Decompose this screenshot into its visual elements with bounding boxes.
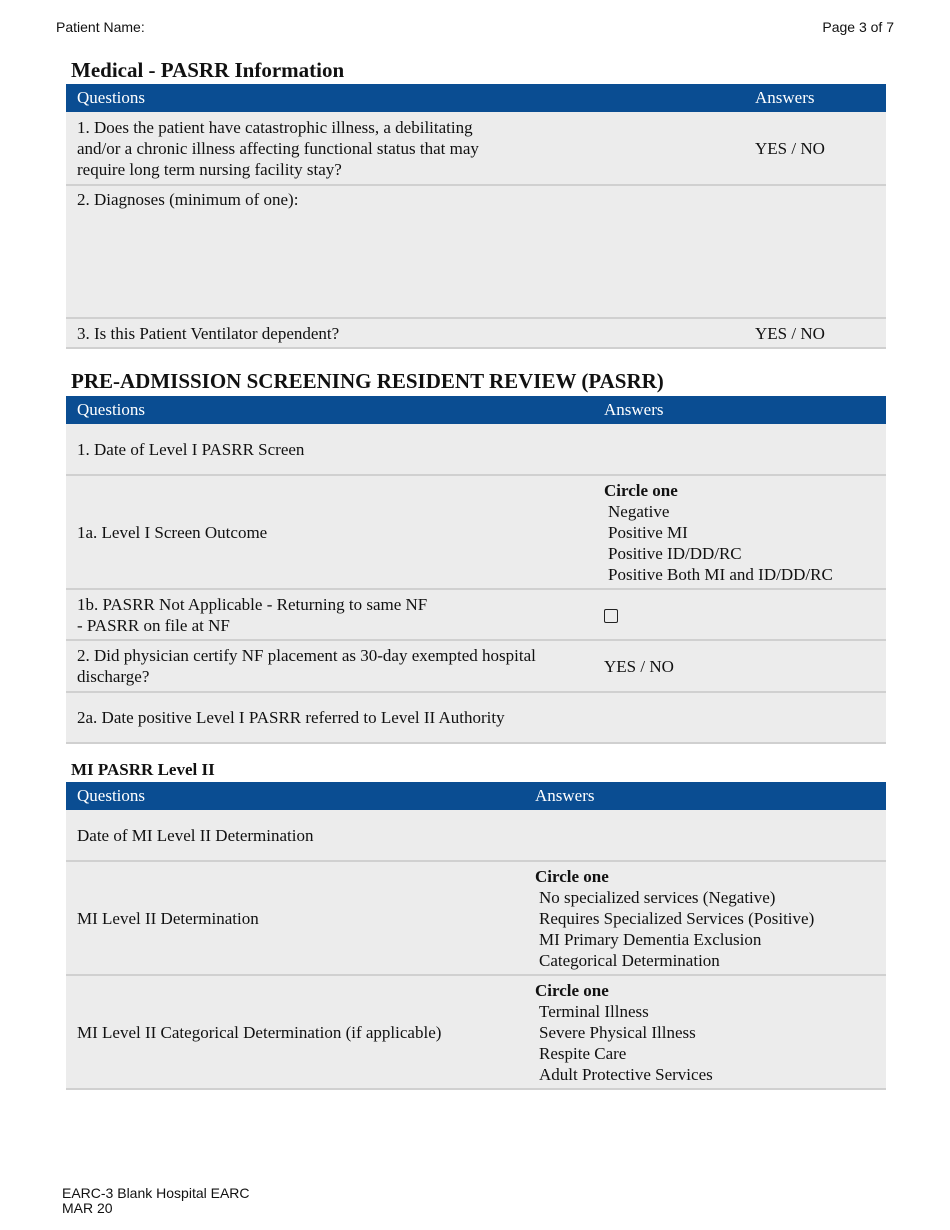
option-positive-mi[interactable]: Positive MI (608, 522, 688, 542)
col-questions: Questions (66, 782, 524, 810)
answer-cell (593, 589, 886, 640)
answer-yes-no[interactable]: YES / NO (744, 318, 886, 348)
option-categorical[interactable]: Categorical Determination (539, 950, 720, 970)
medical-pasrr-table (66, 84, 886, 349)
option-positive-both[interactable]: Positive Both MI and ID/DD/RC (608, 564, 833, 584)
table-row (66, 112, 886, 185)
form-footer (62, 1186, 250, 1216)
circle-one-label: Circle one (535, 980, 609, 1000)
table-header-row (66, 396, 886, 424)
table-row (66, 475, 886, 589)
col-answers: Answers (524, 782, 886, 810)
answer-options (524, 861, 886, 975)
section-title-pasrr: PRE-ADMISSION SCREENING RESIDENT REVIEW (PASRR) (71, 369, 664, 393)
question-text: 1. Date of Level I PASRR Screen (66, 424, 593, 475)
answer-cell[interactable] (593, 692, 886, 743)
col-questions: Questions (66, 84, 744, 112)
answer-cell[interactable] (744, 185, 886, 318)
table-row (66, 318, 886, 348)
answer-cell[interactable] (524, 810, 886, 861)
question-1b-line2: - PASRR on file at NF (77, 615, 230, 635)
table-row (66, 640, 886, 692)
question-text: MI Level II Categorical Determination (if applicable) (66, 975, 524, 1089)
question-1-text: 1. Does the patient have catastrophic illness, a debilitating and/or a chronic illness affecting functional status that may require long term nursing facility stay? (77, 117, 479, 179)
mi-pasrr-level-ii-table (66, 782, 886, 1090)
page-number: Page 3 of 7 (822, 19, 894, 35)
question-text: 2. Diagnoses (minimum of one): (66, 185, 744, 318)
question-text: 2a. Date positive Level I PASRR referred to Level II Authority (66, 692, 593, 743)
question-text (66, 589, 593, 640)
table-header-row (66, 84, 886, 112)
option-terminal-illness[interactable]: Terminal Illness (539, 1001, 649, 1021)
table-row (66, 975, 886, 1089)
question-text: MI Level II Determination (66, 861, 524, 975)
answer-cell[interactable] (593, 424, 886, 475)
form-id: EARC-3 Blank Hospital EARC (62, 1185, 250, 1201)
table-row (66, 424, 886, 475)
pasrr-table (66, 396, 886, 744)
answer-options (593, 475, 886, 589)
answer-options (524, 975, 886, 1089)
option-requires-specialized[interactable]: Requires Specialized Services (Positive) (539, 908, 815, 928)
col-answers: Answers (744, 84, 886, 112)
option-positive-id-dd-rc[interactable]: Positive ID/DD/RC (608, 543, 742, 563)
table-row (66, 692, 886, 743)
option-respite-care[interactable]: Respite Care (539, 1043, 627, 1063)
col-answers: Answers (593, 396, 886, 424)
option-severe-physical[interactable]: Severe Physical Illness (539, 1022, 696, 1042)
question-text: 3. Is this Patient Ventilator dependent? (66, 318, 744, 348)
option-no-specialized[interactable]: No specialized services (Negative) (539, 887, 776, 907)
question-text (66, 112, 744, 185)
table-row (66, 810, 886, 861)
circle-one-label: Circle one (604, 480, 678, 500)
question-text: 2. Did physician certify NF placement as 30-day exempted hospital discharge? (66, 640, 593, 692)
option-negative[interactable]: Negative (608, 501, 670, 521)
option-dementia-exclusion[interactable]: MI Primary Dementia Exclusion (539, 929, 762, 949)
answer-yes-no[interactable]: YES / NO (744, 112, 886, 185)
table-row (66, 861, 886, 975)
not-applicable-checkbox[interactable] (604, 609, 618, 623)
table-row (66, 589, 886, 640)
option-adult-protective[interactable]: Adult Protective Services (539, 1064, 713, 1084)
question-1b-line1: 1b. PASRR Not Applicable - Returning to same NF (77, 594, 428, 614)
question-text: Date of MI Level II Determination (66, 810, 524, 861)
patient-name-label: Patient Name: (56, 19, 145, 35)
form-date: MAR 20 (62, 1200, 113, 1216)
question-text: 1a. Level I Screen Outcome (66, 475, 593, 589)
col-questions: Questions (66, 396, 593, 424)
section-title-mi-pasrr-level-ii: MI PASRR Level II (71, 760, 215, 779)
table-row (66, 185, 886, 318)
section-title-medical-pasrr: Medical - PASRR Information (71, 58, 345, 82)
table-header-row (66, 782, 886, 810)
circle-one-label: Circle one (535, 866, 609, 886)
answer-yes-no[interactable]: YES / NO (593, 640, 886, 692)
